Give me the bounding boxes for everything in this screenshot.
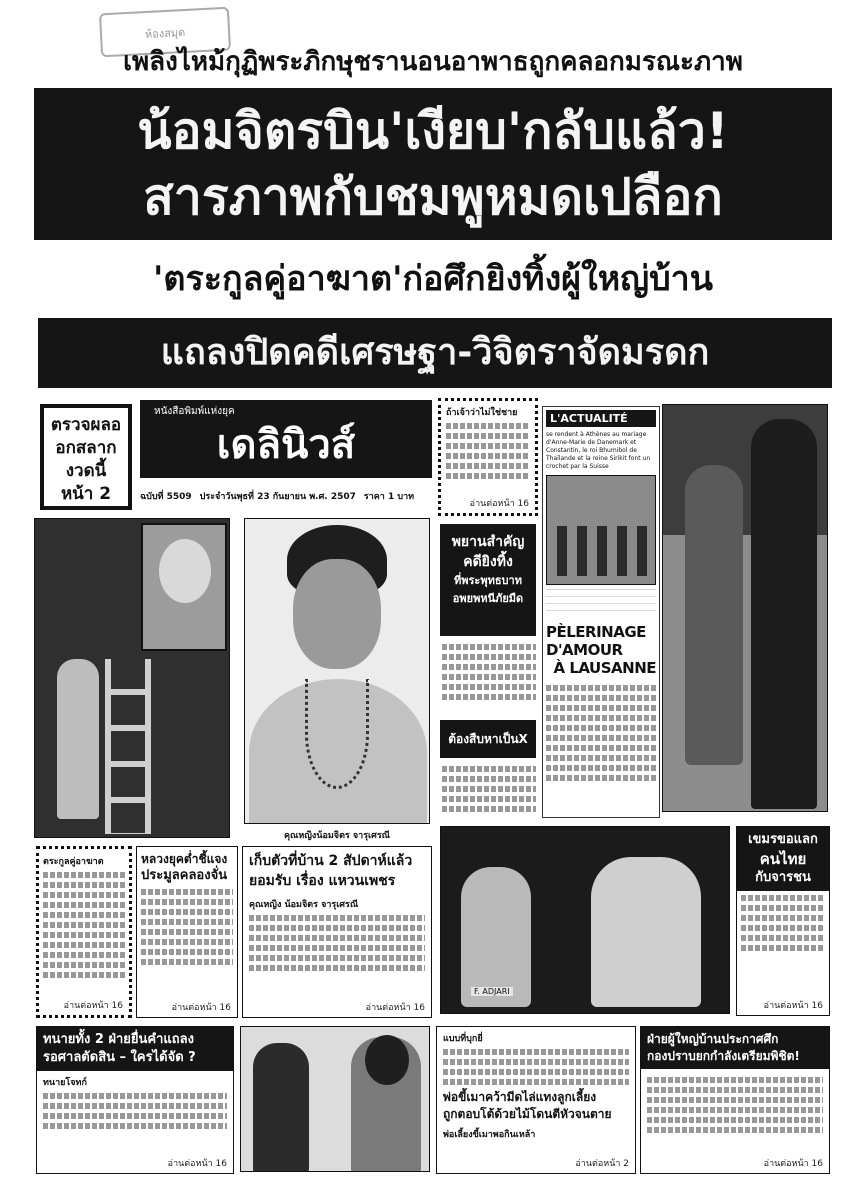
french-mag-intro: se rendent à Athènes au mariage d'Anne-Marie de Danemark et Constantin, le roi Bhumibol de Thaïlande et la reine Sirikit font un crochet par la Suisse (546, 431, 651, 470)
woman-figure (57, 659, 99, 819)
boxing-trunks-caption: F. ADJARI (471, 987, 513, 996)
french-mag-gap (546, 589, 656, 617)
story-lawyers-title-l2: รอศาลตัดสิน – ใครได้จัด ? (43, 1050, 196, 1065)
headline-estate-banner: แถลงปิดคดีเศรษฐา-วิจิตราจัดมรดก (38, 318, 832, 388)
man-portrait-inset (141, 523, 227, 651)
story-bottom-right-title-l2: กองปราบยกกำลังเตรียมพิชิต! (647, 1049, 800, 1063)
photo-noimjit-portrait (244, 518, 430, 824)
ladder-shape (105, 659, 151, 834)
masthead-date: ประจำวันพุธที่ 23 กันยายน พ.ศ. 2507 (199, 492, 356, 502)
story-left-body (43, 872, 125, 978)
story-right-line3: กับจารชน (755, 870, 811, 885)
french-magazine-clip (542, 406, 660, 818)
story-left-continue: อ่านต่อหน้า 16 (63, 1001, 123, 1011)
french-mag-photo (546, 475, 656, 585)
photo-boxing-match (440, 826, 730, 1014)
headline-family-feud: 'ตระกูลคู่อาฆาต'ก่อศึกยิงทิ้งผู้ใหญ่บ้าน (152, 259, 714, 299)
center-photo-caption: คุณหญิงน้อมจิตร จารุเศรณี (283, 831, 391, 841)
masthead-name: เดลินิวส์ (216, 422, 356, 468)
story-bottom-mid-body (443, 1049, 629, 1085)
story-bottom-mid-head-l2: ถูกตอบโต้ด้วยไม้โดนตีหัวจนตาย (443, 1107, 612, 1121)
portrait-face (293, 559, 381, 669)
french-mag-title-l1: PÈLERINAGE (546, 623, 646, 641)
french-mag-body (546, 685, 656, 781)
witness-line2: คดียิงทิ้ง (463, 554, 513, 570)
man-left-figure (253, 1043, 309, 1172)
wanted-story-text (442, 762, 536, 822)
boxer-right (591, 857, 701, 1007)
witness-line1: พยานสำคัญ (451, 534, 525, 550)
masthead-issue: ฉบับที่ 5509 (140, 492, 192, 502)
story-center-box (242, 846, 432, 1018)
story-bottom-right-body (641, 1069, 829, 1141)
story-bottom-right-title-l1: ฝ่ายผู้ใหญ่บ้านประกาศศึก (647, 1032, 779, 1046)
french-mag-title-l3: À LAUSANNE (553, 659, 656, 677)
story-bottom-mid-title: แบบที่บุกยี่ (443, 1034, 483, 1044)
story-mid-continue: อ่านต่อหน้า 16 (171, 1003, 231, 1013)
masthead (140, 400, 432, 510)
photo-royal-couple (662, 404, 828, 812)
story-bottom-mid-continue: อ่านต่อหน้า 2 (575, 1159, 629, 1169)
story-right-banner (737, 827, 829, 891)
story-bottom-right-continue: อ่านต่อหน้า 16 (763, 1159, 823, 1169)
french-mag-title (546, 623, 656, 677)
french-mag-figures (557, 526, 647, 576)
portrait-necklace (305, 679, 369, 789)
king-figure (751, 419, 817, 809)
witness-line3: ที่พระพุทธบาท (454, 574, 522, 587)
masthead-price: ราคา 1 บาท (363, 492, 415, 502)
queen-figure (685, 465, 743, 765)
main-headline-line2: สารภาพกับชมพูหมดเปลือก (143, 168, 723, 226)
story-lawyers-continue: อ่านต่อหน้า 16 (167, 1159, 227, 1169)
story-mid-box (136, 846, 238, 1018)
top-teaser-body (446, 423, 530, 479)
story-bottom-mid-head-l1: พ่อขี้เมาคว้ามีดไล่แทงลูกเลี้ยง (443, 1090, 597, 1104)
french-mag-title-l2: D'AMOUR (546, 641, 623, 659)
wanted-box: ต้องสืบหาเป็นX (440, 720, 536, 758)
library-stamp-text: ห้องสมุด (144, 25, 186, 42)
story-bottom-right-banner (641, 1027, 829, 1069)
story-mid-body (141, 889, 233, 965)
witness-story-text (442, 640, 536, 716)
kicker-headline: เพลิงไหม้กุฏิพระภิกษุชรานอนอาพาธถูกคลอกมรณะภาพ (123, 47, 743, 77)
boxer-left (461, 867, 531, 1007)
story-left-title: ตระกูลคู่อาฆาต (43, 857, 104, 867)
story-center-title-l1: เก็บตัวที่บ้าน 2 สัปดาห์แล้ว (249, 853, 413, 869)
story-right-continue: อ่านต่อหน้า 16 (763, 1001, 823, 1011)
man-face (159, 539, 211, 603)
story-lawyers-box (36, 1026, 234, 1174)
story-center-body (249, 915, 425, 971)
story-right-line1: เขมรขอแลก (748, 832, 818, 847)
main-headline-banner (34, 88, 832, 240)
story-lawyers-lead: ทนายโจทก์ (43, 1078, 87, 1088)
top-teaser-title: ถ้าเจ้าว่าไม่ใช่ชาย (446, 408, 518, 418)
story-right-box (736, 826, 830, 1016)
masthead-tagline: หนังสือพิมพ์แห่งยุค (154, 406, 235, 417)
masthead-issue-line (140, 486, 432, 506)
story-center-continue: อ่านต่อหน้า 16 (365, 1003, 425, 1013)
story-bottom-right-box (640, 1026, 830, 1174)
story-lawyers-title-l1: ทนายทั้ง 2 ฝ่ายยื่นคำแถลง (43, 1032, 194, 1047)
story-mid-title-l2: ประมูลคลองจั่น (141, 868, 228, 883)
story-mid-title-l1: หลวงยุคต่ำชี้แจง (141, 852, 228, 866)
lottery-box: ตรวจผลออกสลากงวดนี้ หน้า 2 (40, 404, 132, 510)
story-right-line2: คนไทย (759, 850, 807, 868)
witness-line4: อพยพหนีภัยมืด (452, 592, 524, 605)
story-left-box (36, 846, 132, 1018)
man-right-head (365, 1035, 409, 1085)
witness-box (440, 524, 536, 636)
top-teaser-continue: อ่านต่อหน้า 16 (469, 499, 529, 509)
french-mag-header: L'ACTUALITÉ (546, 410, 656, 427)
story-center-title-l2: ยอมรับ เรื่อง แหวนเพชร (249, 873, 396, 889)
story-lawyers-body (37, 1093, 233, 1129)
masthead-nameplate (140, 400, 432, 478)
story-right-body (737, 895, 829, 951)
photo-ladder-woman (34, 518, 230, 838)
story-lawyers-banner (37, 1027, 233, 1071)
main-headline-line1: น้อมจิตรบิน'เงียบ'กลับแล้ว! (137, 102, 729, 160)
top-teaser-box (438, 398, 538, 516)
story-bottom-mid-box (436, 1026, 636, 1174)
story-bottom-mid-footer: พ่อเลี้ยงขี้เมาพอกินเหล้า (443, 1130, 536, 1140)
story-center-lead: คุณหญิง น้อมจิตร จารุเศรณี (249, 900, 359, 910)
photo-two-men (240, 1026, 430, 1172)
